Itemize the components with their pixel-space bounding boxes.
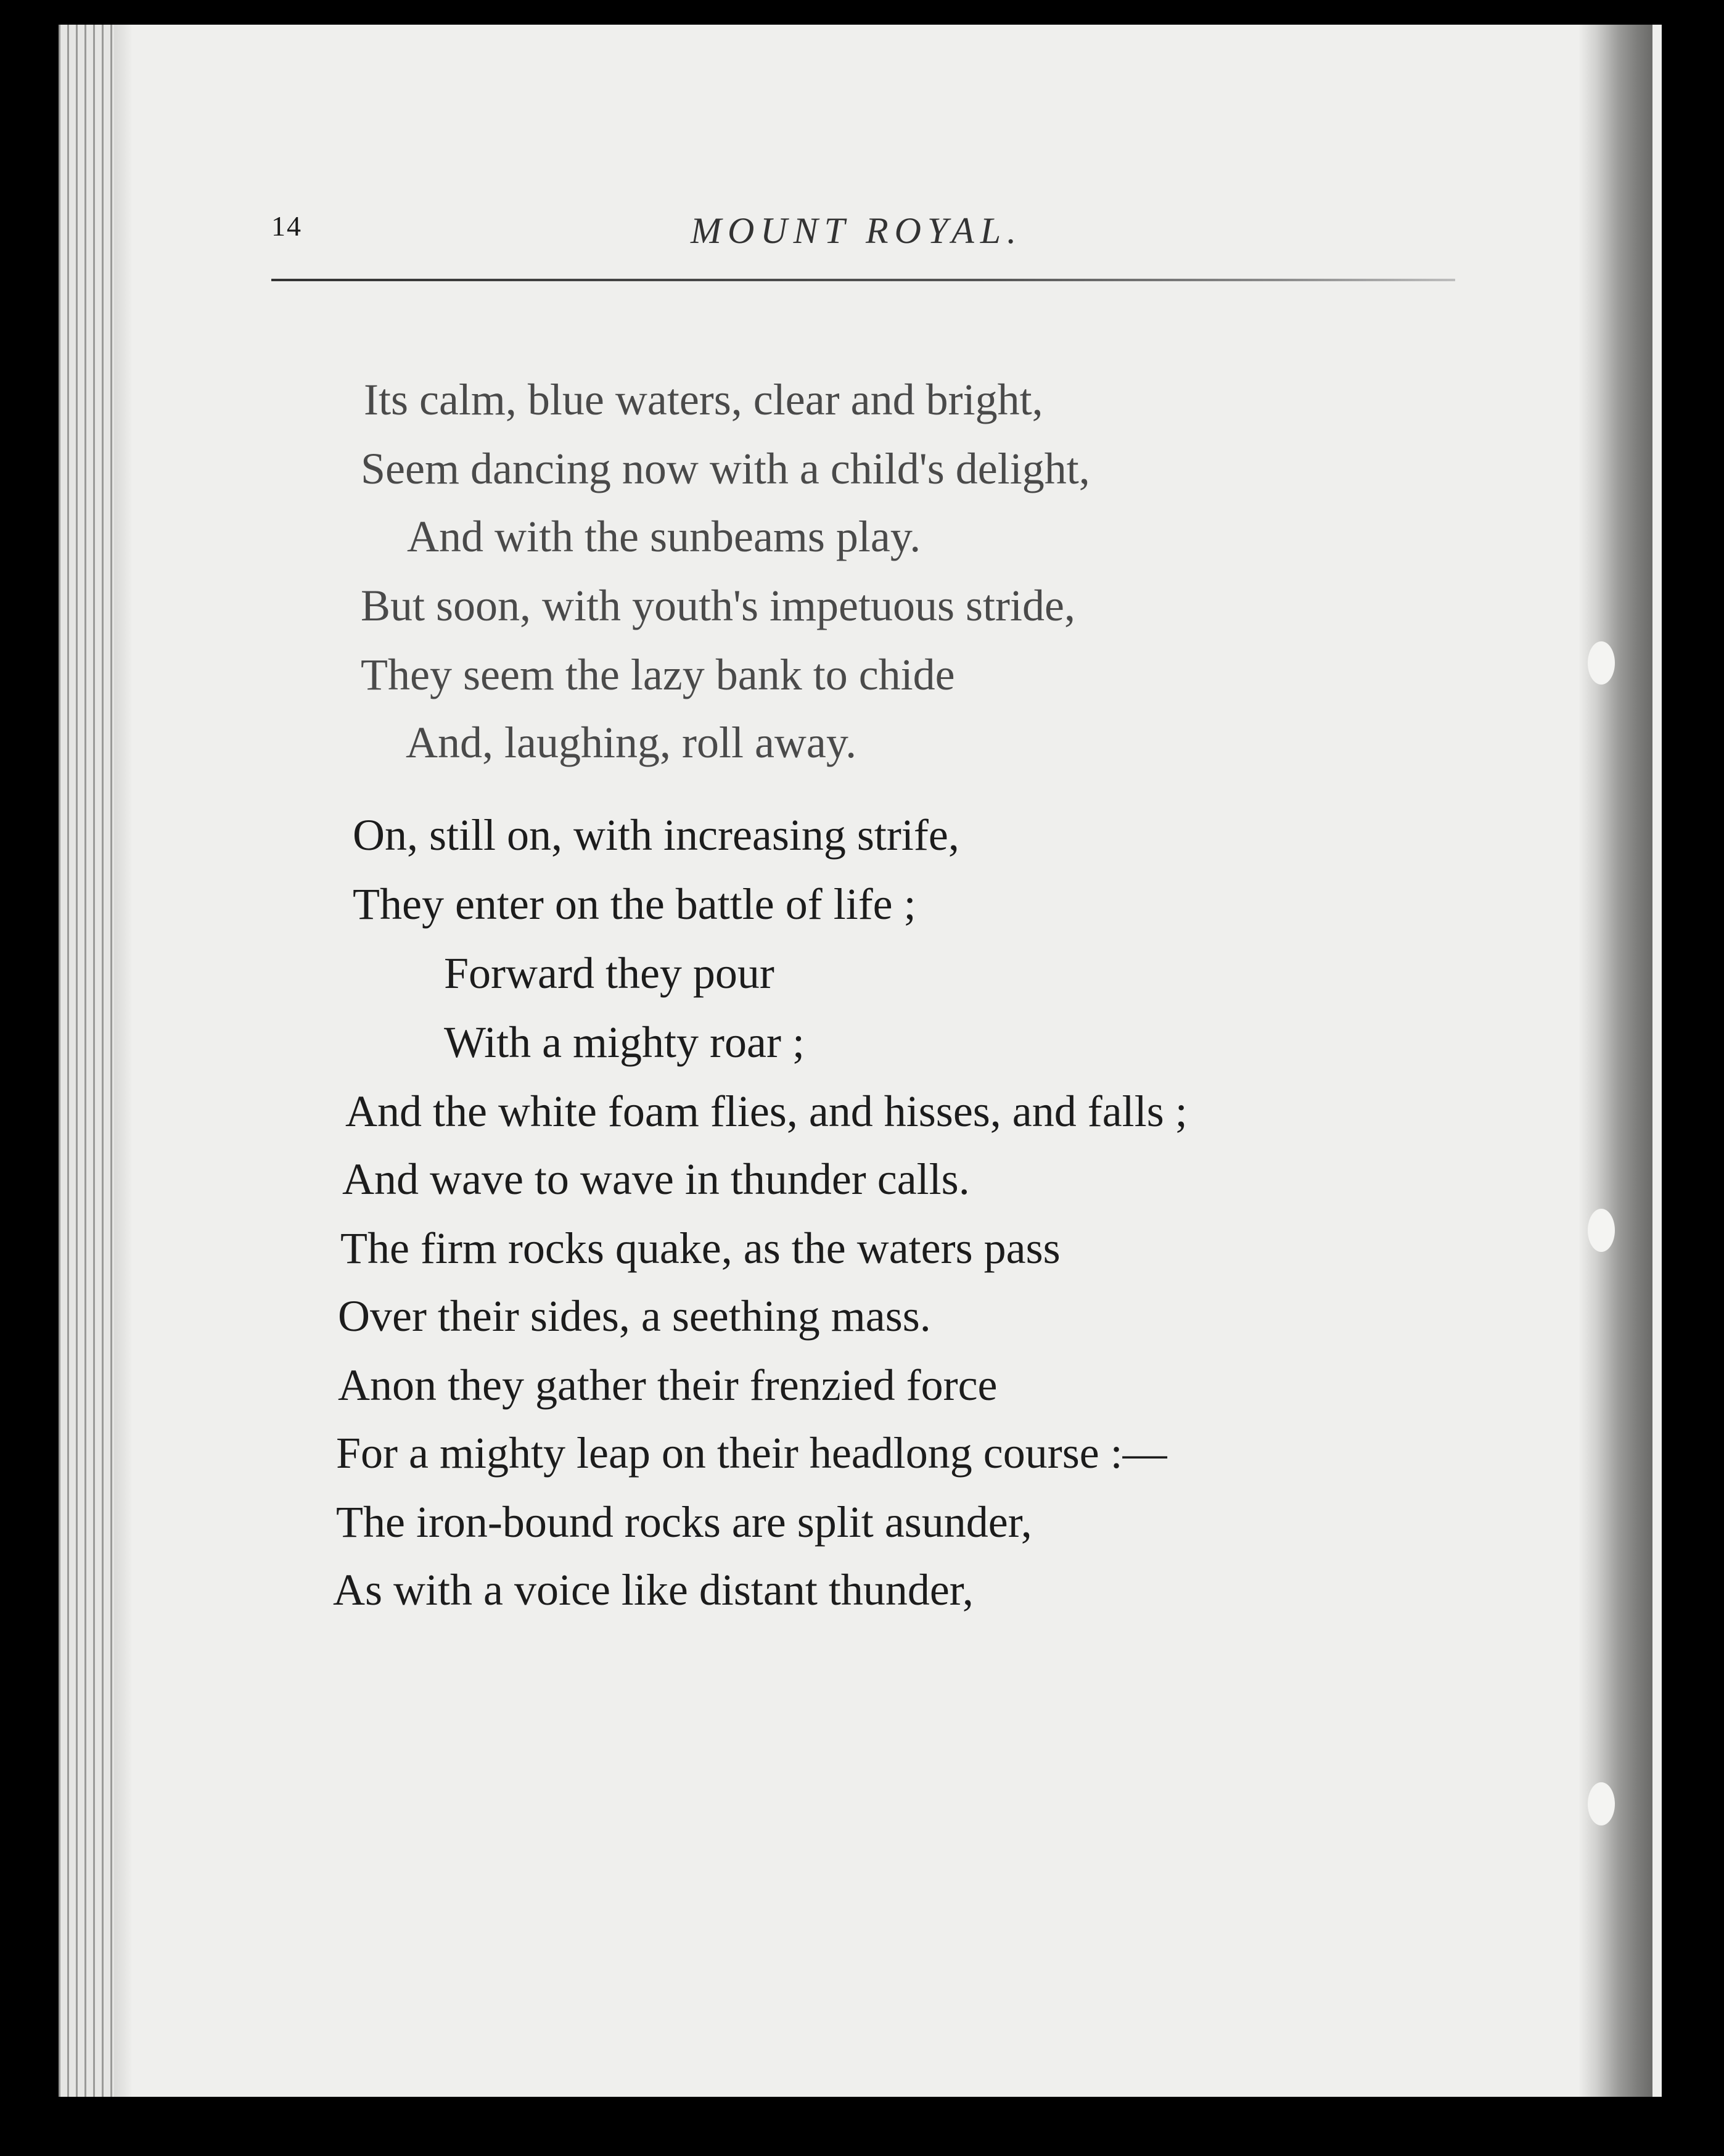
poem-line: And, laughing, roll away. — [406, 718, 857, 767]
poem-line: For a mighty leap on their headlong course :— — [336, 1428, 1167, 1478]
poem-line: Forward they pour — [444, 948, 774, 998]
poem-line: With a mighty roar ; — [444, 1018, 805, 1067]
binding-hole — [1588, 1209, 1615, 1252]
book-page — [59, 25, 1662, 2097]
binding-hole — [1588, 641, 1615, 685]
poem-line: Its calm, blue waters, clear and bright, — [364, 375, 1043, 424]
poem-line: Over their sides, a seething mass. — [338, 1291, 931, 1341]
poem-line: On, still on, with increasing strife, — [353, 810, 959, 860]
poem-line: They enter on the battle of life ; — [353, 879, 916, 929]
poem-line: As with a voice like distant thunder, — [333, 1565, 974, 1615]
running-title: MOUNT ROYAL. — [691, 210, 1023, 251]
binding-gutter — [1578, 25, 1652, 2097]
poem-line: And wave to wave in thunder calls. — [342, 1154, 970, 1204]
poem-line: Seem dancing now with a child's delight, — [361, 444, 1090, 493]
poem-line: The firm rocks quake, as the waters pass — [340, 1224, 1061, 1273]
poem-line: They seem the lazy bank to chide — [361, 650, 955, 699]
poem-line: The iron-bound rocks are split asunder, — [336, 1497, 1032, 1547]
header-rule — [271, 279, 1455, 281]
page-edges — [59, 25, 114, 2097]
poem-line: Anon they gather their frenzied force — [338, 1360, 998, 1410]
poem-line: And with the sunbeams play. — [407, 512, 921, 561]
binding-hole — [1588, 1782, 1615, 1825]
page-number: 14 — [271, 210, 302, 242]
poem-line: But soon, with youth's impetuous stride, — [361, 581, 1075, 630]
poem-line: And the white foam flies, and hisses, and falls ; — [345, 1087, 1188, 1136]
